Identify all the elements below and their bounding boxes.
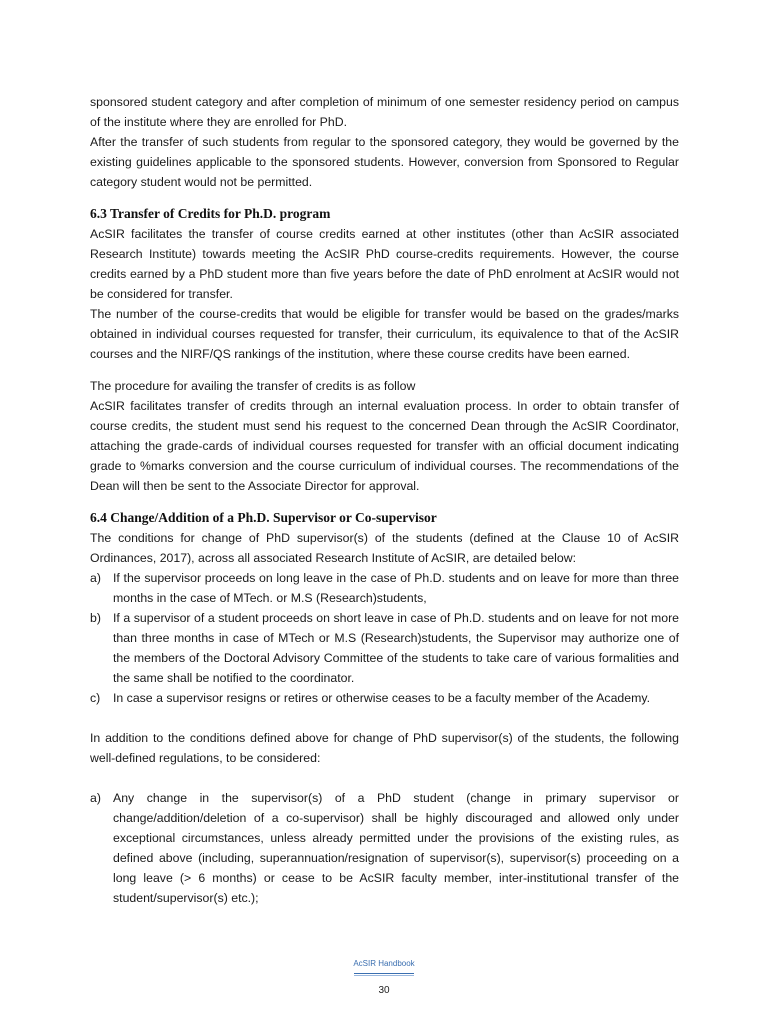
paragraph: AcSIR facilitates the transfer of course credits earned at other institutes (other than AcSIR associated Research Institute) towards meeting the AcSIR PhD course-credits requirements. However, the course credits earned by a PhD student more than five years before the date of PhD enrolment at AcSIR would not be considered for transfer. [90, 227, 679, 301]
footer-rule [354, 973, 414, 974]
conditions-list [90, 568, 679, 708]
list-item-text: If a supervisor of a student proceeds on short leave in case of Ph.D. students and on leave for not more than three months in case of MTech or M.S (Research)students, the Supervisor may authorize one of the members of the Doctoral Advisory Committee of the students to take care of various formalities and the same shall be notified to the coordinator. [113, 611, 679, 685]
footer [0, 953, 768, 976]
page-number: 30 [378, 985, 390, 996]
list-marker: c) [90, 691, 101, 705]
paragraph: In addition to the conditions defined above for change of PhD supervisor(s) of the students, the following well-defined regulations, to be considered: [90, 731, 679, 765]
list-item-text: If the supervisor proceeds on long leave in the case of Ph.D. students and on leave for more than three months in the case of MTech. or M.S (Research)students, [113, 571, 679, 605]
section-heading-6-3: 6.3 Transfer of Credits for Ph.D. program [90, 206, 331, 221]
list-item [90, 608, 679, 688]
list-item-text: Any change in the supervisor(s) of a PhD student (change in primary supervisor or change/addition/deletion of a co-supervisor) shall be highly discouraged and allowed only under exceptional circumstances, unless already permitted under the provisions of the existing rules, as defined above (including, superannuation/resignation of supervisor(s), supervisor(s) proceeding on a long leave (> 6 months) or cease to be AcSIR faculty member, inter-institutional transfer of the student/supervisor(s) etc.); [113, 791, 679, 905]
regulations-list [90, 788, 679, 908]
paragraph: After the transfer of such students from regular to the sponsored category, they would be governed by the existing guidelines applicable to the sponsored students. However, conversion from Sponsored to Regular category student would not be permitted. [90, 135, 679, 189]
list-item [90, 688, 679, 708]
list-item [90, 568, 679, 608]
paragraph: sponsored student category and after completion of minimum of one semester residency period on campus of the institute where they are enrolled for PhD. [90, 95, 679, 129]
list-marker: b) [90, 611, 101, 625]
paragraph: The conditions for change of PhD supervisor(s) of the students (defined at the Clause 10 of AcSIR Ordinances, 2017), across all associated Research Institute of AcSIR, are detailed below: [90, 531, 679, 565]
list-item-text: In case a supervisor resigns or retires or otherwise ceases to be a faculty member of the Academy. [113, 691, 650, 705]
list-marker: a) [90, 791, 101, 805]
list-item [90, 788, 679, 908]
footer-title: AcSIR Handbook [353, 959, 415, 968]
paragraph: AcSIR facilitates transfer of credits through an internal evaluation process. In order to obtain transfer of course credits, the student must send his request to the concerned Dean through the AcSIR Coordinator, attaching the grade-cards of individual courses requested for transfer with an official document indicating grade to %marks conversion and the course curriculum of individual courses. The recommendations of the Dean will then be sent to the Associate Director for approval. [90, 399, 679, 493]
paragraph: The procedure for availing the transfer of credits is as follow [90, 379, 416, 393]
section-heading-6-4: 6.4 Change/Addition of a Ph.D. Supervisor or Co-supervisor [90, 510, 437, 525]
paragraph: The number of the course-credits that would be eligible for transfer would be based on the grades/marks obtained in individual courses requested for transfer, their curriculum, its equivalence to that of the AcSIR courses and the NIRF/QS rankings of the institution, where these course credits have been earned. [90, 307, 679, 361]
page-body [90, 92, 679, 908]
footer-rule-secondary [354, 975, 414, 976]
list-marker: a) [90, 571, 101, 585]
